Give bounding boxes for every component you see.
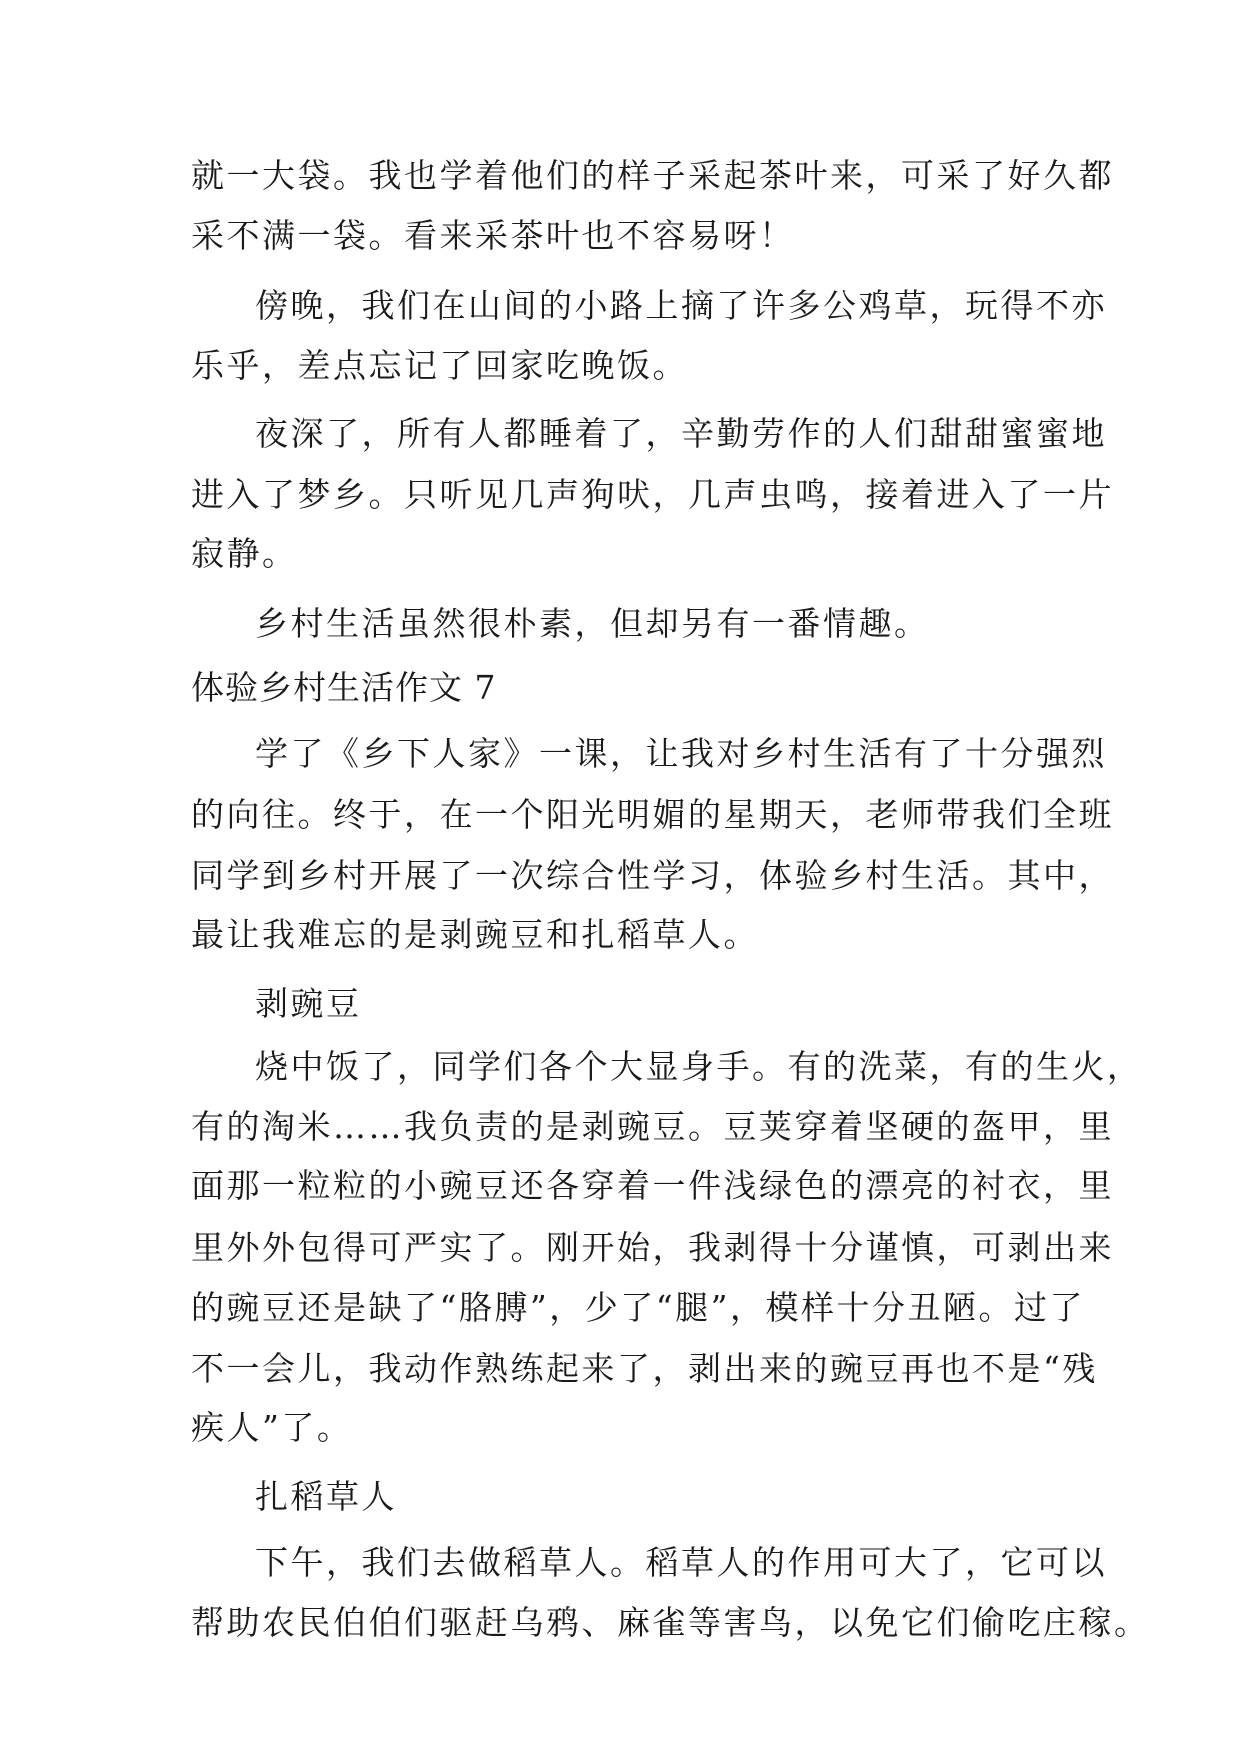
text-line: 就一大袋。我也学着他们的样子采起茶叶来，可采了好久都 bbox=[191, 156, 1114, 195]
section-subheading: 扎稻草人 bbox=[255, 1477, 397, 1516]
text-line: 寂静。 bbox=[191, 534, 298, 573]
text-line: 帮助农民伯伯们驱赶乌鸦、麻雀等害鸟，以免它们偷吃庄稼。 bbox=[191, 1603, 1150, 1642]
text-line: 采不满一袋。看来采茶叶也不容易呀！ bbox=[191, 216, 795, 255]
text-line: 里外外包得可严实了。刚开始，我剥得十分谨慎，可剥出来 bbox=[191, 1228, 1114, 1267]
text-line: 最让我难忘的是剥豌豆和扎稻草人。 bbox=[191, 915, 759, 954]
paragraph-start: 夜深了，所有人都睡着了，辛勤劳作的人们甜甜蜜蜜地 bbox=[255, 414, 1107, 453]
essay-heading: 体验乡村生活作文 7 bbox=[191, 668, 497, 707]
text-line: 有的淘米……我负责的是剥豌豆。豆荚穿着坚硬的盔甲，里 bbox=[191, 1107, 1114, 1146]
section-subheading: 剥豌豆 bbox=[255, 984, 362, 1023]
paragraph-start: 乡村生活虽然很朴素，但却另有一番情趣。 bbox=[255, 604, 930, 643]
text-line: 同学到乡村开展了一次综合性学习，体验乡村生活。其中， bbox=[191, 856, 1114, 895]
paragraph-start: 烧中饭了，同学们各个大显身手。有的洗菜，有的生火， bbox=[255, 1047, 1143, 1086]
text-line: 乐乎，差点忘记了回家吃晚饭。 bbox=[191, 346, 688, 385]
text-line: 不一会儿，我动作熟练起来了，剥出来的豌豆再也不是“残 bbox=[191, 1349, 1098, 1388]
text-line: 的向往。终于，在一个阳光明媚的星期天，老师带我们全班 bbox=[191, 795, 1114, 834]
text-line: 的豌豆还是缺了“胳膊”，少了“腿”，模样十分丑陋。过了 bbox=[191, 1288, 1085, 1327]
paragraph-start: 傍晚，我们在山间的小路上摘了许多公鸡草，玩得不亦 bbox=[255, 286, 1107, 325]
text-line: 面那一粒粒的小豌豆还各穿着一件浅绿色的漂亮的衬衣，里 bbox=[191, 1166, 1114, 1205]
text-line: 进入了梦乡。只听见几声狗吠，几声虫鸣，接着进入了一片 bbox=[191, 475, 1114, 514]
paragraph-start: 下午，我们去做稻草人。稻草人的作用可大了，它可以 bbox=[255, 1543, 1107, 1582]
text-line: 疾人”了。 bbox=[191, 1408, 353, 1447]
paragraph-start: 学了《乡下人家》一课，让我对乡村生活有了十分强烈 bbox=[255, 734, 1107, 773]
